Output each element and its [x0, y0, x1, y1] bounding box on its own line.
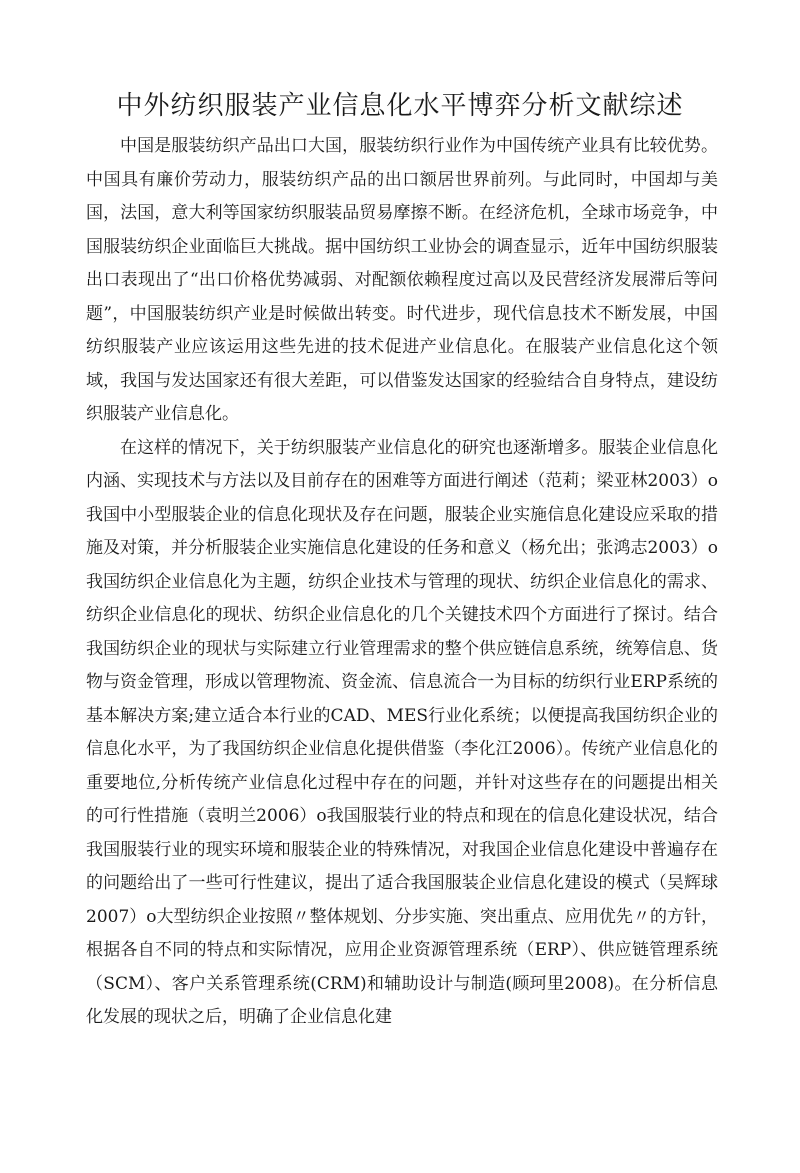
paragraph-2: 在这样的情况下，关于纺织服装产业信息化的研究也逐渐增多。服装企业信息化内涵、实现技术与方法以及目前存在的困难等方面进行阐述（范莉；梁亚林2003）o我国中小型服装企业的信息化现状及存在问题，服装企业实施信息化建设应采取的措施及对策，并分析服装企业实施信息化建设的任务和意义（杨允出；张鸿志2003）o我国纺织企业信息化为主题，纺织企业技术与管理的现状、纺织企业信息化的需求、纺织企业信息化的现状、纺织企业信息化的几个关键技术四个方面进行了探讨。结合我国纺织企业的现状与实际建立行业管理需求的整个供应链信息系统，统筹信息、货物与资金管理，形成以管理物流、资金流、信息流合一为目标的纺织行业ERP系统的基本解决方案;建立适合本行业的CAD、MES行业化系统；以便提高我国纺织企业的信息化水平，为了我国纺织企业信息化提供借鉴（李化江2006）。传统产业信息化的重要地位,分析传统产业信息化过程中存在的问题，并针对这些存在的问题提出相关的可行性措施（袁明兰2006）o我国服装行业的特点和现在的信息化建设状况，结合我国服装行业的现实环境和服装企业的特殊情况，对我国企业信息化建设中普遍存在的问题给出了一些可行性建议，提出了适合我国服装企业信息化建设的模式（吴辉球2007）o大型纺织企业按照〃整体规划、分步实施、突出重点、应用优先〃的方针，根据各自不同的特点和实际情况，应用企业资源管理系统（ERP）、供应链管理系统（SCM）、客户关系管理系统(CRM)和辅助设计与制造(顾珂里2008)。在分析信息化发展的现状之后，明确了企业信息化建	[86, 437, 718, 1027]
document-title: 中外纺织服装产业信息化水平博弈分析文献综述	[116, 91, 684, 121]
document-body	[86, 130, 718, 1035]
paragraph-1: 中国是服装纺织产品出口大国，服装纺织行业作为中国传统产业具有比较优势。中国具有廉价劳动力，服装纺织产品的出口额居世界前列。与此同时，中国却与美国，法国，意大利等国家纺织服装品贸易摩擦不断。在经济危机，全球市场竞争，中国服装纺织企业面临巨大挑战。据中国纺织工业协会的调查显示，近年中国纺织服装出口表现出了“出口价格优势减弱、对配额依赖程度过高以及民营经济发展滞后等问题”，中国服装纺织产业是时候做出转变。时代进步，现代信息技术不断发展，中国纺织服装产业应该运用这些先进的技术促进产业信息化。在服装产业信息化这个领域，我国与发达国家还有很大差距，可以借鉴发达国家的经验结合自身特点，建设纺织服装产业信息化。	[86, 136, 718, 424]
